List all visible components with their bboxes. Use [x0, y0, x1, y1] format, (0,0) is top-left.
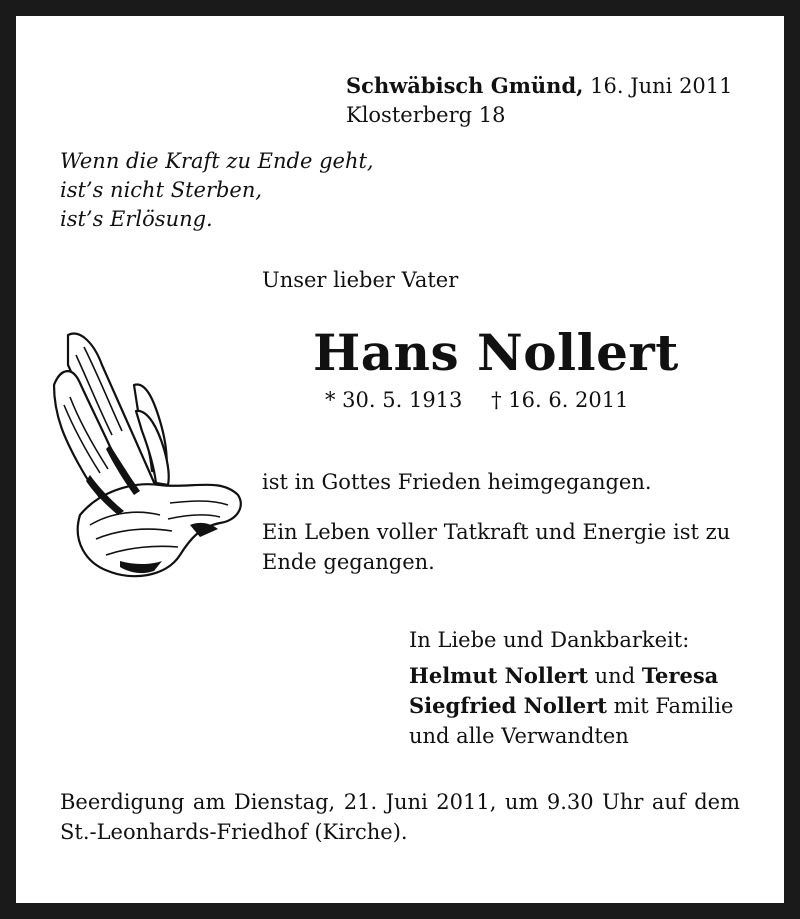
- mourner-name: Helmut Nollert: [409, 663, 588, 688]
- death-date: † 16. 6. 2011: [491, 388, 629, 412]
- city: Schwäbisch Gmünd,: [346, 73, 584, 98]
- deceased-name: Hans Nollert: [313, 323, 679, 382]
- gratitude-text: In Liebe und Dankbarkeit:: [409, 628, 690, 652]
- mourner-suffix: mit Familie: [606, 694, 734, 718]
- date: 16. Juni 2011: [590, 74, 733, 98]
- verse-line: ist’s Erlösung.: [60, 207, 213, 231]
- mourner-line: und alle Verwandten: [409, 724, 629, 748]
- place-date-line: [346, 71, 733, 101]
- intro-text: Unser lieber Vater: [262, 268, 459, 292]
- life-dates: [325, 385, 629, 415]
- mourners-list: [409, 661, 733, 751]
- mourner-line: [409, 691, 733, 721]
- life-text: Ein Leben voller Tatkraft und Energie ist zu Ende gegangen.: [262, 520, 731, 574]
- verse-line: Wenn die Kraft zu Ende geht,: [60, 149, 374, 173]
- birth-date: * 30. 5. 1913: [325, 388, 463, 412]
- street-address: Klosterberg 18: [346, 103, 506, 127]
- funeral-notice: Beerdigung am Dienstag, 21. Juni 2011, um 9.30 Uhr auf dem St.-Leonhards-Friedhof (Kirche).: [60, 790, 740, 844]
- mourner-name: Siegfried Nollert: [409, 693, 607, 718]
- praying-hands-icon: [50, 325, 246, 581]
- verse: [60, 147, 374, 234]
- mourner-name: Teresa: [641, 663, 719, 688]
- passed-text: ist in Gottes Frieden heimgegangen.: [262, 470, 652, 494]
- verse-line: ist’s nicht Sterben,: [60, 178, 263, 202]
- mourner-line: [409, 661, 733, 691]
- mourner-connector: und: [587, 664, 642, 688]
